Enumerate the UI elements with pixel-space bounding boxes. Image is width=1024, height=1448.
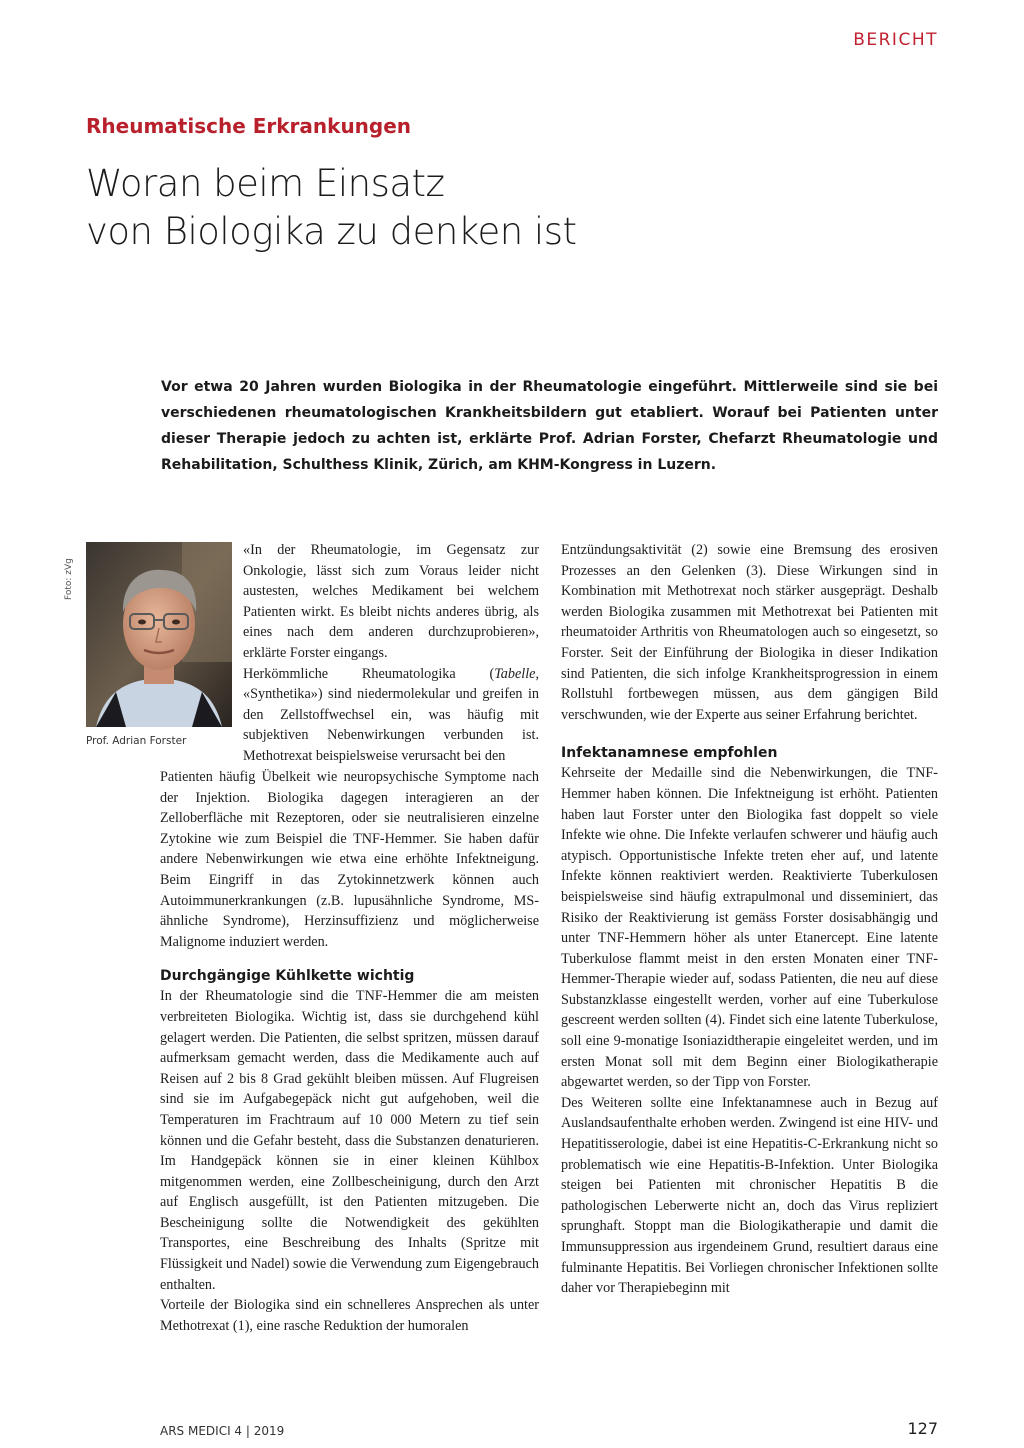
section-subheading: Infektanamnese empfohlen (561, 745, 778, 762)
headline-line-1: Woran beim Einsatz (86, 162, 445, 205)
paragraph: Vorteile der Biologika sind ein schnelleres Ansprechen als unter Methotrexat (1), eine rasche Reduktion der humoralen (160, 1297, 539, 1334)
journal-issue: ARS MEDICI 4 | 2019 (160, 1424, 285, 1438)
article-kicker: Rheumatische Erkrankungen (86, 114, 412, 138)
author-photo (86, 542, 232, 727)
section-subheading: Durchgängige Kühlkette wichtig (160, 968, 415, 985)
paragraph: «In der Rheumatologie, im Gegensatz zur Onkologie, lässt sich zum Voraus leider nicht austesten, welches Medikament bei welchem Patienten wirkt. Es bleibt nichts anderes übrig, als eines nach dem anderen durchzuprobieren», erklärte Forster eingangs. (243, 542, 539, 661)
article-headline (86, 160, 576, 256)
section-label: BERICHT (853, 30, 938, 50)
paragraph: Des Weiteren sollte eine Infektanamnese auch in Bezug auf Auslandsaufenthalte erhoben werden. Zwingend ist eine HIV- und Hepatitisserologie, dabei ist eine Hepatitis-C-Erkrankung nicht so problematisch wie eine Hepatitis-B-Infektion. Unter Biologika steigen bei Patienten mit chronischer Hepatitis B die pathologischen Leberwerte nicht an, doch das Virus repliziert sprunghaft. Stoppt man die Biologikatherapie und damit die Immunsuppression aus irgendeinem Grund, resultiert daraus eine fulminante Hepatitis. Bei Vorliegen chronischer Infektionen sollte daher vor Therapiebeginn mit (561, 1094, 938, 1297)
paragraph: Herkömmliche Rheumatologika (Tabelle, «Synthetika») sind niedermolekular und greifen in den Zellstoffwechsel ein, was häufig mit subjektiven Nebenwirkungen verbunden ist. Methotrexat beispielsweise verursacht bei den (243, 665, 539, 764)
page-number: 127 (907, 1419, 938, 1438)
paragraph: Patienten häufig Übelkeit wie neuropsychische Symptome nach der Injektion. Biologika dagegen interagieren an der Zelloberfläche mit Rezeptoren, oder sie neutralisieren einzelne Zytokine wie zum Beispiel die TNF-Hemmer. Sie haben dafür andere Nebenwirkungen wie etwa eine erhöhte Infektneigung. Beim Eingriff in das Zytokinnetzwerk können auch Autoimmunerkrankungen (z.B. lupusähnliche Syndrome, MS-ähnliche Syndrome), Herzinsuffizienz und möglicherweise Malignome induziert werden. (160, 769, 539, 950)
paragraph: Entzündungsaktivität (2) sowie eine Bremsung des erosiven Prozesses an den Gelenken (3). Diese Wirkungen sind in Kombination mit Methotrexat noch stärker ausgeprägt. Deshalb werden Biologika zusammen mit Methotrexat bei Patienten mit rheumatoider Arthritis von Rheumatologen auch so eingesetzt, so Forster. Seit der Einführung der Biologika in dieser Indikation sind Patienten, die sich infolge Krankheitsprogression in einem Rollstuhl fortbewegen müssen, aus dem gängigen Bild verschwunden, wie der Experte aus seiner Erfahrung berichtet. (561, 542, 938, 723)
paragraph: Kehrseite der Medaille sind die Nebenwirkungen, die TNF-Hemmer haben können. Die Infektneigung ist erhöht. Patienten haben laut Forster unter den Biologika fast doppelt so viele Infekte wie ohne. Die Infekte verlaufen schwerer und häufig auch atypisch. Opportunistische Infekte treten eher auf, und latente Infekte können reaktiviert werden. Reaktivierte Tuberkulosen beispielsweise sind häufig extrapulmonal und disseminiert, das Risiko der Reaktivierung ist gemäss Forster dosisabhängig und unter TNF-Hemmern höher als unter Etanercept. Eine latente Tuberkulose flammt meist in den ersten Monaten einer TNF-Hemmer-Therapie wieder auf, sodass Patienten, die neu auf diese Substanzklasse eingestellt werden, vorher auf eine Tuberkulose gescreent werden sollten (4). Findet sich eine latente Tuberkulose, soll eine 9-monatige Isoniazidtherapie eingeleitet werden, und im ersten Monat soll mit dem Beginn einer Biologikatherapie abgewartet werden, so der Tipp von Forster. (561, 765, 938, 1091)
column-1-top (243, 540, 539, 767)
headline-line-2: von Biologika zu denken ist (86, 210, 577, 253)
column-1 (160, 767, 539, 1336)
photo-caption: Prof. Adrian Forster (86, 735, 187, 747)
column-2 (561, 540, 938, 1299)
photo-credit: Foto: zVg (64, 558, 74, 600)
paragraph: In der Rheumatologie sind die TNF-Hemmer die am meisten verbreiteten Biologika. Wichtig ist, dass sie durchgehend kühl gelagert werden. Die Patienten, die selbst spritzen, müssen darauf aufmerksam gemacht werden, dass die Medikamente auch auf Reisen auf 2 bis 8 Grad gekühlt bleiben müssen. Auf Flugreisen sind sie im Aufgabegepäck nicht gut aufgehoben, weil die Temperaturen im Frachtraum auf 10 000 Metern zu tief sein können und die Gefahr besteht, dass die Substanzen denaturieren. Im Handgepäck können sie in einer kleinen Kühlbox mitgenommen werden, eine Zollbescheinigung, durch den Arzt auf Englisch ausgefüllt, ist den Patienten mitzugeben. Die Bescheinigung sollte die Notwendigkeit des gekühlten Transportes, eine Beschreibung des Inhalts (Spritze mit Flüssigkeit und Nadel) sowie die Verwendung zum Eigengebrauch enthalten. (160, 988, 539, 1293)
article-lead: Vor etwa 20 Jahren wurden Biologika in der Rheumatologie eingeführt. Mittlerweile sind sie bei verschiedenen rheumatologischen Krankheitsbildern gut etabliert. Worauf bei Patienten unter dieser Therapie jedoch zu achten ist, erklärte Prof. Adrian Forster, Chefarzt Rheumatologie und Rehabilitation, Schulthess Klinik, Zürich, am KHM-Kongress in Luzern. (161, 379, 938, 473)
